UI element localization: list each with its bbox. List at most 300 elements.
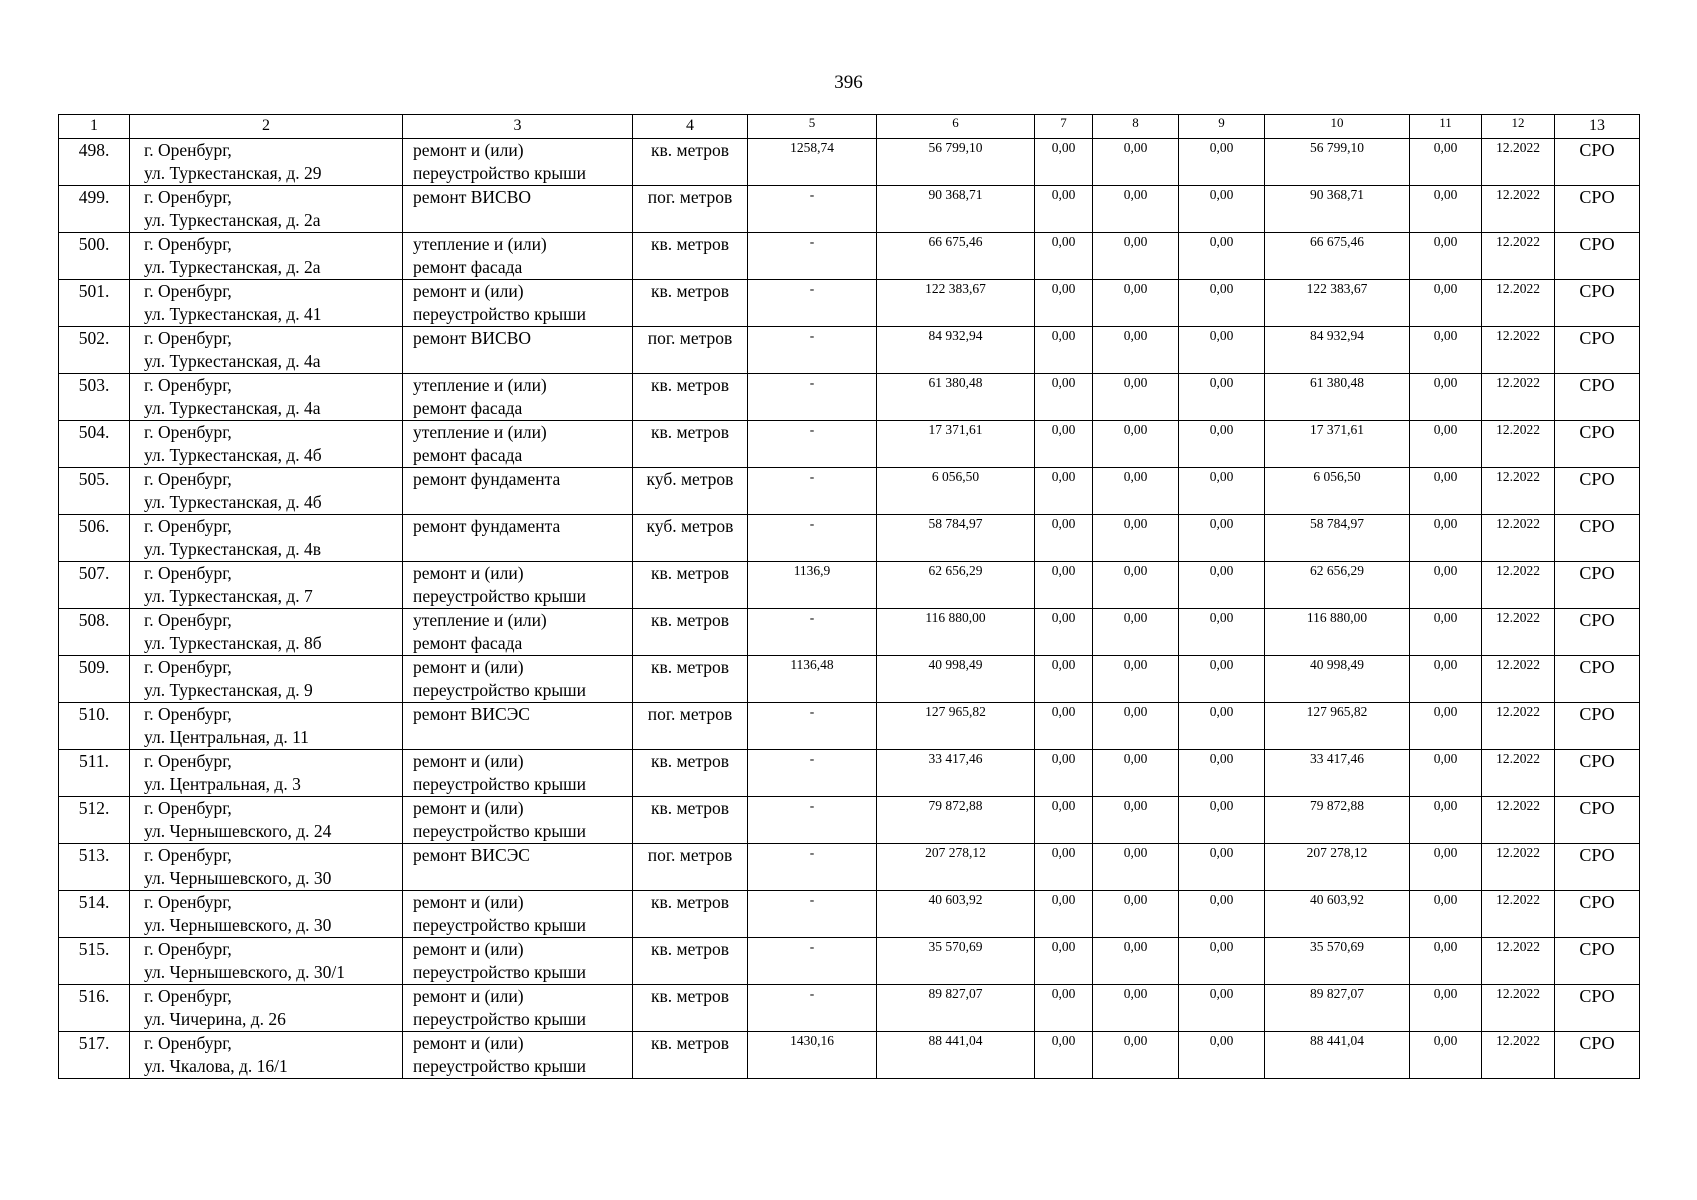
unit-cell: кв. метров	[633, 421, 748, 468]
col9-cell: 0,00	[1179, 844, 1265, 891]
col9-cell: 0,00	[1179, 327, 1265, 374]
unit-cell: кв. метров	[633, 233, 748, 280]
col9-cell: 0,00	[1179, 609, 1265, 656]
header-cell: 3	[403, 115, 633, 139]
col8-cell: 0,00	[1093, 186, 1179, 233]
col11-cell: 0,00	[1410, 1032, 1482, 1079]
work-type-cell	[403, 280, 633, 327]
col8-cell: 0,00	[1093, 609, 1179, 656]
address-city: г. Оренбург,	[144, 422, 232, 442]
col11-cell: 0,00	[1410, 656, 1482, 703]
col9-cell: 0,00	[1179, 468, 1265, 515]
total-cost-cell: 89 827,07	[877, 985, 1035, 1032]
row-number: 506.	[59, 515, 130, 562]
total-cost-cell: 35 570,69	[877, 938, 1035, 985]
total-cost-cell: 66 675,46	[877, 233, 1035, 280]
col7-cell: 0,00	[1035, 233, 1093, 280]
fund-cost-cell: 88 441,04	[1265, 1032, 1410, 1079]
unit-cell: куб. метров	[633, 515, 748, 562]
header-cell: 13	[1555, 115, 1640, 139]
row-number: 511.	[59, 750, 130, 797]
col7-cell: 0,00	[1035, 280, 1093, 327]
deadline-cell: 12.2022	[1482, 891, 1555, 938]
source-cell: СРО	[1555, 656, 1640, 703]
work-type-cell	[403, 186, 633, 233]
address-street: ул. Чернышевского, д. 30	[144, 915, 332, 935]
address-cell	[130, 891, 403, 938]
repair-program-table	[58, 114, 1640, 1079]
row-number: 510.	[59, 703, 130, 750]
col7-cell: 0,00	[1035, 844, 1093, 891]
source-cell: СРО	[1555, 891, 1640, 938]
deadline-cell: 12.2022	[1482, 938, 1555, 985]
row-number: 507.	[59, 562, 130, 609]
row-number: 504.	[59, 421, 130, 468]
col11-cell: 0,00	[1410, 280, 1482, 327]
table-row	[59, 327, 1640, 374]
source-cell: СРО	[1555, 421, 1640, 468]
col8-cell: 0,00	[1093, 233, 1179, 280]
col7-cell: 0,00	[1035, 421, 1093, 468]
row-number: 512.	[59, 797, 130, 844]
address-cell	[130, 327, 403, 374]
deadline-cell: 12.2022	[1482, 421, 1555, 468]
volume-cell: -	[748, 468, 877, 515]
row-number: 499.	[59, 186, 130, 233]
address-street: ул. Туркестанская, д. 4а	[144, 398, 321, 418]
work-type-line2: переустройство крыши	[413, 304, 586, 324]
deadline-cell: 12.2022	[1482, 468, 1555, 515]
col7-cell: 0,00	[1035, 562, 1093, 609]
col11-cell: 0,00	[1410, 233, 1482, 280]
col8-cell: 0,00	[1093, 750, 1179, 797]
address-cell	[130, 844, 403, 891]
work-type-cell	[403, 985, 633, 1032]
address-city: г. Оренбург,	[144, 704, 232, 724]
col7-cell: 0,00	[1035, 1032, 1093, 1079]
header-cell: 9	[1179, 115, 1265, 139]
work-type-line1: ремонт и (или)	[413, 657, 524, 677]
work-type-cell	[403, 891, 633, 938]
volume-cell: -	[748, 985, 877, 1032]
header-cell: 7	[1035, 115, 1093, 139]
work-type-line1: ремонт и (или)	[413, 798, 524, 818]
volume-cell: -	[748, 327, 877, 374]
address-city: г. Оренбург,	[144, 563, 232, 583]
total-cost-cell: 84 932,94	[877, 327, 1035, 374]
col9-cell: 0,00	[1179, 938, 1265, 985]
table-row	[59, 1032, 1640, 1079]
col8-cell: 0,00	[1093, 280, 1179, 327]
unit-cell: кв. метров	[633, 374, 748, 421]
address-city: г. Оренбург,	[144, 892, 232, 912]
address-street: ул. Центральная, д. 11	[144, 727, 309, 747]
col9-cell: 0,00	[1179, 1032, 1265, 1079]
col9-cell: 0,00	[1179, 703, 1265, 750]
col8-cell: 0,00	[1093, 327, 1179, 374]
deadline-cell: 12.2022	[1482, 985, 1555, 1032]
fund-cost-cell: 66 675,46	[1265, 233, 1410, 280]
source-cell: СРО	[1555, 985, 1640, 1032]
address-cell	[130, 280, 403, 327]
work-type-line1: ремонт и (или)	[413, 751, 524, 771]
volume-cell: 1136,48	[748, 656, 877, 703]
work-type-cell	[403, 844, 633, 891]
work-type-line2: ремонт фасада	[413, 257, 523, 277]
total-cost-cell: 116 880,00	[877, 609, 1035, 656]
deadline-cell: 12.2022	[1482, 1032, 1555, 1079]
address-cell	[130, 421, 403, 468]
address-street: ул. Туркестанская, д. 4в	[144, 539, 322, 559]
col8-cell: 0,00	[1093, 374, 1179, 421]
unit-cell: кв. метров	[633, 280, 748, 327]
row-number: 503.	[59, 374, 130, 421]
work-type-cell	[403, 1032, 633, 1079]
col9-cell: 0,00	[1179, 750, 1265, 797]
row-number: 500.	[59, 233, 130, 280]
address-street: ул. Чернышевского, д. 30	[144, 868, 332, 888]
work-type-line1: ремонт и (или)	[413, 281, 524, 301]
col8-cell: 0,00	[1093, 1032, 1179, 1079]
source-cell: СРО	[1555, 139, 1640, 186]
col11-cell: 0,00	[1410, 750, 1482, 797]
source-cell: СРО	[1555, 233, 1640, 280]
total-cost-cell: 90 368,71	[877, 186, 1035, 233]
col8-cell: 0,00	[1093, 139, 1179, 186]
table-row	[59, 938, 1640, 985]
col11-cell: 0,00	[1410, 421, 1482, 468]
work-type-cell	[403, 374, 633, 421]
unit-cell: кв. метров	[633, 797, 748, 844]
unit-cell: кв. метров	[633, 609, 748, 656]
work-type-cell	[403, 233, 633, 280]
address-cell	[130, 186, 403, 233]
address-cell	[130, 656, 403, 703]
volume-cell: -	[748, 233, 877, 280]
total-cost-cell: 56 799,10	[877, 139, 1035, 186]
header-row	[59, 115, 1640, 139]
col9-cell: 0,00	[1179, 891, 1265, 938]
fund-cost-cell: 58 784,97	[1265, 515, 1410, 562]
address-city: г. Оренбург,	[144, 939, 232, 959]
work-type-line1: ремонт ВИСЭС	[413, 845, 530, 865]
work-type-cell	[403, 562, 633, 609]
table-row	[59, 656, 1640, 703]
col7-cell: 0,00	[1035, 186, 1093, 233]
col8-cell: 0,00	[1093, 891, 1179, 938]
fund-cost-cell: 35 570,69	[1265, 938, 1410, 985]
address-cell	[130, 985, 403, 1032]
row-number: 505.	[59, 468, 130, 515]
table-row	[59, 562, 1640, 609]
fund-cost-cell: 90 368,71	[1265, 186, 1410, 233]
header-cell: 12	[1482, 115, 1555, 139]
header-cell: 5	[748, 115, 877, 139]
work-type-line1: утепление и (или)	[413, 422, 547, 442]
row-number: 515.	[59, 938, 130, 985]
fund-cost-cell: 17 371,61	[1265, 421, 1410, 468]
col8-cell: 0,00	[1093, 844, 1179, 891]
total-cost-cell: 58 784,97	[877, 515, 1035, 562]
fund-cost-cell: 33 417,46	[1265, 750, 1410, 797]
fund-cost-cell: 62 656,29	[1265, 562, 1410, 609]
deadline-cell: 12.2022	[1482, 374, 1555, 421]
unit-cell: пог. метров	[633, 703, 748, 750]
fund-cost-cell: 127 965,82	[1265, 703, 1410, 750]
col9-cell: 0,00	[1179, 985, 1265, 1032]
work-type-cell	[403, 515, 633, 562]
volume-cell: -	[748, 891, 877, 938]
work-type-cell	[403, 609, 633, 656]
source-cell: СРО	[1555, 562, 1640, 609]
col7-cell: 0,00	[1035, 891, 1093, 938]
work-type-line2: переустройство крыши	[413, 680, 586, 700]
address-cell	[130, 374, 403, 421]
work-type-line2: переустройство крыши	[413, 962, 586, 982]
col7-cell: 0,00	[1035, 656, 1093, 703]
fund-cost-cell: 84 932,94	[1265, 327, 1410, 374]
col9-cell: 0,00	[1179, 280, 1265, 327]
volume-cell: -	[748, 374, 877, 421]
fund-cost-cell: 6 056,50	[1265, 468, 1410, 515]
total-cost-cell: 79 872,88	[877, 797, 1035, 844]
header-cell: 4	[633, 115, 748, 139]
unit-cell: кв. метров	[633, 139, 748, 186]
address-city: г. Оренбург,	[144, 798, 232, 818]
table-row	[59, 374, 1640, 421]
col11-cell: 0,00	[1410, 844, 1482, 891]
col8-cell: 0,00	[1093, 515, 1179, 562]
col7-cell: 0,00	[1035, 985, 1093, 1032]
col8-cell: 0,00	[1093, 656, 1179, 703]
row-number: 516.	[59, 985, 130, 1032]
total-cost-cell: 127 965,82	[877, 703, 1035, 750]
address-street: ул. Туркестанская, д. 4а	[144, 351, 321, 371]
address-city: г. Оренбург,	[144, 281, 232, 301]
unit-cell: куб. метров	[633, 468, 748, 515]
work-type-line2: переустройство крыши	[413, 821, 586, 841]
address-city: г. Оренбург,	[144, 610, 232, 630]
col7-cell: 0,00	[1035, 468, 1093, 515]
address-cell	[130, 750, 403, 797]
fund-cost-cell: 79 872,88	[1265, 797, 1410, 844]
header-cell: 1	[59, 115, 130, 139]
col11-cell: 0,00	[1410, 562, 1482, 609]
deadline-cell: 12.2022	[1482, 703, 1555, 750]
source-cell: СРО	[1555, 797, 1640, 844]
work-type-line1: утепление и (или)	[413, 234, 547, 254]
deadline-cell: 12.2022	[1482, 280, 1555, 327]
unit-cell: кв. метров	[633, 891, 748, 938]
address-street: ул. Чернышевского, д. 24	[144, 821, 332, 841]
address-street: ул. Чернышевского, д. 30/1	[144, 962, 346, 982]
address-cell	[130, 797, 403, 844]
source-cell: СРО	[1555, 609, 1640, 656]
table-row	[59, 844, 1640, 891]
page-number: 396	[834, 72, 863, 93]
deadline-cell: 12.2022	[1482, 139, 1555, 186]
col8-cell: 0,00	[1093, 468, 1179, 515]
col7-cell: 0,00	[1035, 374, 1093, 421]
volume-cell: -	[748, 938, 877, 985]
work-type-line2: переустройство крыши	[413, 586, 586, 606]
col11-cell: 0,00	[1410, 797, 1482, 844]
address-city: г. Оренбург,	[144, 845, 232, 865]
col9-cell: 0,00	[1179, 562, 1265, 609]
address-street: ул. Туркестанская, д. 41	[144, 304, 322, 324]
deadline-cell: 12.2022	[1482, 844, 1555, 891]
source-cell: СРО	[1555, 280, 1640, 327]
address-cell	[130, 468, 403, 515]
total-cost-cell: 40 603,92	[877, 891, 1035, 938]
address-street: ул. Чкалова, д. 16/1	[144, 1056, 288, 1076]
work-type-line1: ремонт и (или)	[413, 563, 524, 583]
col8-cell: 0,00	[1093, 421, 1179, 468]
col11-cell: 0,00	[1410, 609, 1482, 656]
work-type-line1: ремонт и (или)	[413, 892, 524, 912]
address-city: г. Оренбург,	[144, 657, 232, 677]
address-cell	[130, 938, 403, 985]
table-row	[59, 750, 1640, 797]
header-cell: 6	[877, 115, 1035, 139]
table-row	[59, 797, 1640, 844]
unit-cell: кв. метров	[633, 938, 748, 985]
source-cell: СРО	[1555, 938, 1640, 985]
col11-cell: 0,00	[1410, 327, 1482, 374]
fund-cost-cell: 207 278,12	[1265, 844, 1410, 891]
table-row	[59, 233, 1640, 280]
work-type-line2: ремонт фасада	[413, 633, 523, 653]
col9-cell: 0,00	[1179, 797, 1265, 844]
deadline-cell: 12.2022	[1482, 609, 1555, 656]
work-type-line1: ремонт ВИСВО	[413, 187, 532, 207]
col9-cell: 0,00	[1179, 656, 1265, 703]
col8-cell: 0,00	[1093, 703, 1179, 750]
work-type-line2: ремонт фасада	[413, 445, 523, 465]
work-type-line1: ремонт ВИСВО	[413, 328, 532, 348]
table-row	[59, 891, 1640, 938]
address-city: г. Оренбург,	[144, 469, 232, 489]
work-type-line1: ремонт ВИСЭС	[413, 704, 530, 724]
col9-cell: 0,00	[1179, 421, 1265, 468]
col7-cell: 0,00	[1035, 609, 1093, 656]
volume-cell: 1136,9	[748, 562, 877, 609]
table-row	[59, 985, 1640, 1032]
col11-cell: 0,00	[1410, 515, 1482, 562]
work-type-cell	[403, 468, 633, 515]
work-type-line2: переустройство крыши	[413, 915, 586, 935]
deadline-cell: 12.2022	[1482, 233, 1555, 280]
address-street: ул. Туркестанская, д. 4б	[144, 445, 322, 465]
work-type-line1: ремонт и (или)	[413, 939, 524, 959]
col8-cell: 0,00	[1093, 797, 1179, 844]
work-type-cell	[403, 656, 633, 703]
work-type-cell	[403, 703, 633, 750]
unit-cell: кв. метров	[633, 656, 748, 703]
deadline-cell: 12.2022	[1482, 656, 1555, 703]
header-cell: 8	[1093, 115, 1179, 139]
address-street: ул. Туркестанская, д. 2а	[144, 210, 321, 230]
address-street: ул. Туркестанская, д. 2а	[144, 257, 321, 277]
row-number: 509.	[59, 656, 130, 703]
total-cost-cell: 122 383,67	[877, 280, 1035, 327]
volume-cell: 1430,16	[748, 1032, 877, 1079]
fund-cost-cell: 122 383,67	[1265, 280, 1410, 327]
address-street: ул. Туркестанская, д. 7	[144, 586, 313, 606]
work-type-cell	[403, 938, 633, 985]
unit-cell: кв. метров	[633, 750, 748, 797]
col9-cell: 0,00	[1179, 233, 1265, 280]
fund-cost-cell: 89 827,07	[1265, 985, 1410, 1032]
header-cell: 10	[1265, 115, 1410, 139]
work-type-line2: переустройство крыши	[413, 163, 586, 183]
work-type-line2: переустройство крыши	[413, 1056, 586, 1076]
unit-cell: пог. метров	[633, 327, 748, 374]
deadline-cell: 12.2022	[1482, 562, 1555, 609]
total-cost-cell: 62 656,29	[877, 562, 1035, 609]
col8-cell: 0,00	[1093, 938, 1179, 985]
address-street: ул. Туркестанская, д. 9	[144, 680, 313, 700]
address-cell	[130, 1032, 403, 1079]
unit-cell: кв. метров	[633, 985, 748, 1032]
volume-cell: -	[748, 186, 877, 233]
address-city: г. Оренбург,	[144, 234, 232, 254]
col11-cell: 0,00	[1410, 891, 1482, 938]
address-city: г. Оренбург,	[144, 187, 232, 207]
address-street: ул. Туркестанская, д. 29	[144, 163, 322, 183]
col11-cell: 0,00	[1410, 186, 1482, 233]
row-number: 498.	[59, 139, 130, 186]
source-cell: СРО	[1555, 374, 1640, 421]
total-cost-cell: 40 998,49	[877, 656, 1035, 703]
source-cell: СРО	[1555, 703, 1640, 750]
table-row	[59, 280, 1640, 327]
source-cell: СРО	[1555, 327, 1640, 374]
volume-cell: -	[748, 844, 877, 891]
address-city: г. Оренбург,	[144, 375, 232, 395]
fund-cost-cell: 116 880,00	[1265, 609, 1410, 656]
fund-cost-cell: 61 380,48	[1265, 374, 1410, 421]
col8-cell: 0,00	[1093, 985, 1179, 1032]
col7-cell: 0,00	[1035, 750, 1093, 797]
col7-cell: 0,00	[1035, 938, 1093, 985]
table-row	[59, 468, 1640, 515]
work-type-line1: утепление и (или)	[413, 610, 547, 630]
source-cell: СРО	[1555, 750, 1640, 797]
col11-cell: 0,00	[1410, 985, 1482, 1032]
deadline-cell: 12.2022	[1482, 515, 1555, 562]
total-cost-cell: 6 056,50	[877, 468, 1035, 515]
work-type-line1: ремонт и (или)	[413, 986, 524, 1006]
deadline-cell: 12.2022	[1482, 186, 1555, 233]
volume-cell: -	[748, 515, 877, 562]
table-row	[59, 421, 1640, 468]
table-row	[59, 703, 1640, 750]
address-cell	[130, 139, 403, 186]
total-cost-cell: 61 380,48	[877, 374, 1035, 421]
row-number: 508.	[59, 609, 130, 656]
deadline-cell: 12.2022	[1482, 797, 1555, 844]
col9-cell: 0,00	[1179, 374, 1265, 421]
col11-cell: 0,00	[1410, 703, 1482, 750]
address-cell	[130, 562, 403, 609]
col11-cell: 0,00	[1410, 938, 1482, 985]
volume-cell: -	[748, 797, 877, 844]
col7-cell: 0,00	[1035, 515, 1093, 562]
col9-cell: 0,00	[1179, 186, 1265, 233]
unit-cell: кв. метров	[633, 1032, 748, 1079]
work-type-line2: ремонт фасада	[413, 398, 523, 418]
